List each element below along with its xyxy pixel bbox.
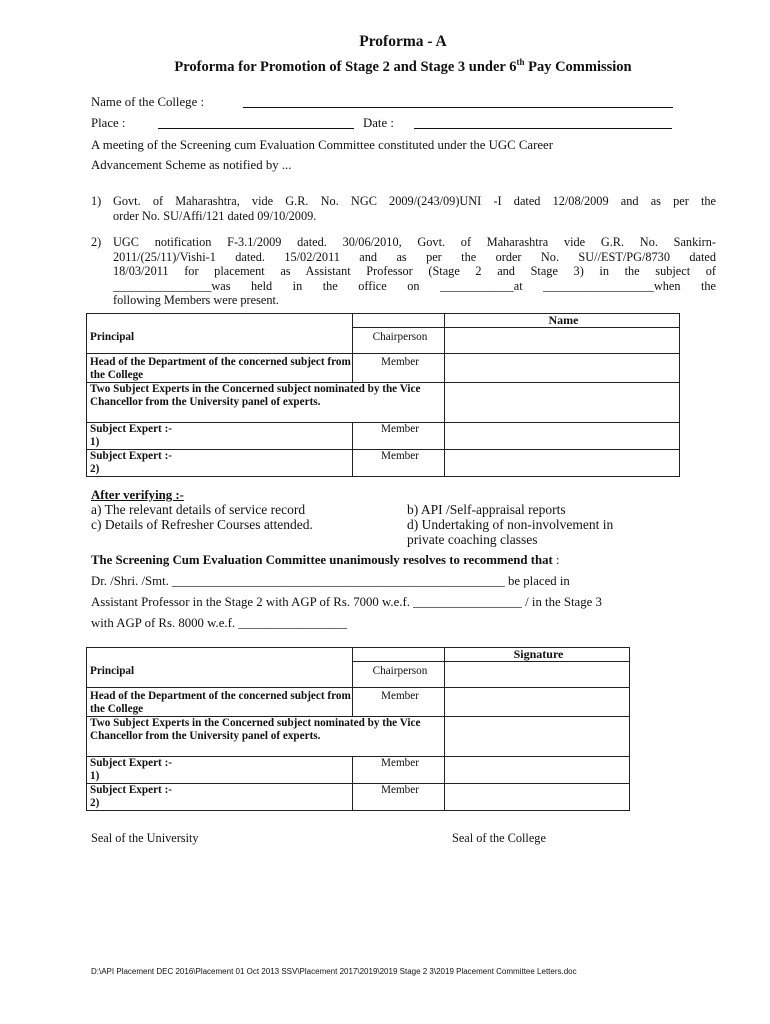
item-1-number: 1): [91, 194, 102, 208]
verify-item-a: a) The relevant details of service record: [91, 502, 306, 517]
subject-experts-label: Two Subject Experts in the Concerned subject nominated by the Vice Chancellor from the University panel of experts.: [87, 383, 445, 423]
verify-item-d: d) Undertaking of non-involvement in: [407, 517, 614, 532]
committee-signature-table: [86, 647, 630, 811]
seal-college: Seal of the College: [452, 831, 546, 845]
table-row: [87, 354, 680, 383]
date-label: Date :: [363, 116, 394, 130]
resolution-colon: :: [552, 553, 560, 567]
item-1-line-1: Govt. of Maharashtra, vide G.R. No. NGC 2009/(243/09)UNI -I dated 12/08/2009 and as per the: [113, 194, 716, 208]
intro-line-2: Advancement Scheme as notified by ...: [91, 158, 292, 172]
principal-label: Principal: [87, 662, 353, 688]
item-2-line-3: 18/03/2011 for placement as Assistant Professor (Stage 2 and Stage 3) in the subject of: [113, 264, 716, 279]
subject-expert-2-label: Subject Expert :- 2): [87, 784, 353, 811]
resolution-text: The Screening Cum Evaluation Committee unanimously resolves to recommend that: [91, 553, 553, 567]
subject-expert-1-label: Subject Expert :- 1): [87, 423, 353, 450]
principal-signature-cell[interactable]: [445, 662, 630, 688]
hod-label: Head of the Department of the concerned subject from the College: [87, 354, 353, 383]
place-field[interactable]: [158, 128, 354, 129]
college-name-label: Name of the College :: [91, 95, 205, 109]
item-2-line-4: ________________was held in the office on ____________at __________________when the: [113, 278, 716, 293]
hod-name-cell[interactable]: [445, 354, 680, 383]
subject-experts-signature-cell[interactable]: [445, 717, 630, 757]
subject-expert-2-name-cell[interactable]: [445, 450, 680, 477]
subject-expert-1-label: Subject Expert :- 1): [87, 757, 353, 784]
principal-name-cell[interactable]: [445, 328, 680, 354]
item-1-text: [113, 194, 716, 223]
page-title: Proforma - A: [359, 33, 447, 50]
table-header-blank: [87, 314, 353, 328]
item-2-number: 2): [91, 235, 102, 249]
table-row: [87, 662, 630, 688]
table-row: [87, 450, 680, 477]
item-2-line-1: UGC notification F-3.1/2009 dated. 30/06/2010, Govt. of Maharashtra vide G.R. No. Sankirn-: [113, 235, 716, 249]
hod-label: Head of the Department of the concerned subject from the College: [87, 688, 353, 717]
subtitle-end: Pay Commission: [524, 58, 632, 75]
table-row: [87, 757, 630, 784]
subject-expert-1-signature-cell[interactable]: [445, 757, 630, 784]
subject-expert-2-signature-cell[interactable]: [445, 784, 630, 811]
file-path-footer: D:\API Placement DEC 2016\Placement 01 Oct 2013 SSV\Placement 2017\2019\2019 Stage 2 3\2019 Placement Committee Letters.doc: [91, 967, 577, 976]
member-role: Member: [353, 784, 445, 811]
item-2-text: [113, 235, 716, 308]
seal-university: Seal of the University: [91, 831, 199, 845]
item-2-line-2: 2011/(25/11)/Vishi-1 dated. 15/02/2011 and as per the order No. SU//EST/PG/8730 dated: [113, 249, 716, 264]
name-column-header: Name: [445, 314, 680, 328]
table-row: [87, 717, 630, 757]
member-role: Member: [353, 450, 445, 477]
hod-signature-cell[interactable]: [445, 688, 630, 717]
table-header-blank-role: [353, 314, 445, 328]
date-field[interactable]: [414, 128, 672, 129]
verify-item-d-cont: private coaching classes: [407, 532, 538, 547]
agp-8000-line: with AGP of Rs. 8000 w.e.f. _________________: [91, 616, 348, 630]
table-row: [87, 328, 680, 354]
table-row: [87, 784, 630, 811]
subject-experts-label: Two Subject Experts in the Concerned subject nominated by the Vice Chancellor from the University panel of experts.: [87, 717, 445, 757]
intro-line-1: A meeting of the Screening cum Evaluation Committee constituted under the UGC Career: [91, 138, 553, 152]
college-name-field[interactable]: [243, 107, 673, 108]
table-row: [87, 423, 680, 450]
subject-expert-2-label: Subject Expert :- 2): [87, 450, 353, 477]
chairperson-role: Chairperson: [353, 662, 445, 688]
table-header-blank-role: [353, 648, 445, 662]
member-role: Member: [353, 757, 445, 784]
subtitle-superscript: th: [516, 57, 525, 67]
candidate-name-line: Dr. /Shri. /Smt. ____________________________________________________ be placed in: [91, 574, 570, 588]
signature-column-header: Signature: [445, 648, 630, 662]
item-1-line-2: order No. SU/Affi/121 dated 09/10/2009.: [113, 208, 317, 223]
table-row: [87, 688, 630, 717]
chairperson-role: Chairperson: [353, 328, 445, 354]
page-subtitle: [0, 57, 770, 76]
verify-item-b: b) API /Self-appraisal reports: [407, 502, 566, 517]
member-role: Member: [353, 688, 445, 717]
verify-item-c: c) Details of Refresher Courses attended.: [91, 517, 313, 532]
table-header-blank: [87, 648, 353, 662]
member-role: Member: [353, 354, 445, 383]
subtitle-main: Proforma for Promotion of Stage 2 and Stage 3 under 6: [174, 58, 517, 75]
stage-agp-line: Assistant Professor in the Stage 2 with AGP of Rs. 7000 w.e.f. _________________ / in the Stage 3: [91, 595, 602, 609]
table-header-row: [87, 314, 680, 328]
item-2-line-5: following Members were present.: [113, 293, 279, 308]
place-label: Place :: [91, 116, 126, 130]
committee-name-table: [86, 313, 680, 477]
subject-experts-name-cell[interactable]: [445, 383, 680, 423]
table-row: [87, 383, 680, 423]
table-header-row: [87, 648, 630, 662]
principal-label: Principal: [87, 328, 353, 354]
member-role: Member: [353, 423, 445, 450]
subject-expert-1-name-cell[interactable]: [445, 423, 680, 450]
after-verifying-heading: After verifying :-: [91, 488, 184, 502]
resolution-heading: [91, 553, 560, 568]
